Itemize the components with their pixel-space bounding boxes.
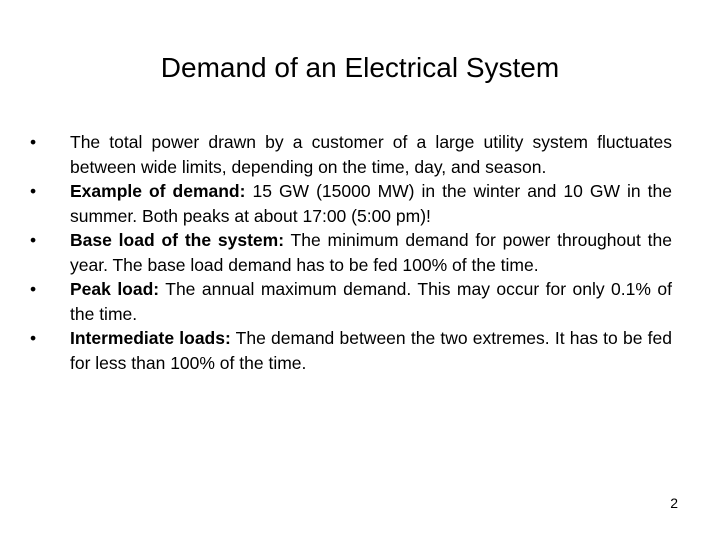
bullet-marker: • (30, 279, 37, 299)
bullet-item (30, 326, 672, 375)
bullet-lead: Base load of the system: (70, 230, 285, 250)
slide-title: Demand of an Electrical System (160, 52, 560, 83)
bullet-lead: Peak load: (70, 279, 160, 299)
bullet-item (30, 179, 672, 228)
bullet-text: The annual maximum demand. This may occur for only 0.1% of the time. (70, 279, 672, 324)
bullet-item (30, 130, 672, 179)
bullet-text: The total power drawn by a customer of a large utility system fluctuates between wide limits, depending on the time, day, and season. (70, 132, 672, 177)
bullet-item (30, 228, 672, 277)
bullet-marker: • (30, 230, 37, 250)
bullet-list (30, 130, 672, 375)
bullet-lead: Example of demand: (70, 181, 246, 201)
bullet-marker: • (30, 328, 37, 348)
bullet-text: The minimum demand for power throughout the year. The base load demand has to be fed 100% of the time. (70, 230, 673, 275)
bullet-marker: • (30, 181, 37, 201)
bullet-lead: Intermediate loads: (70, 328, 231, 348)
page-number: 2 (670, 495, 678, 511)
bullet-marker: • (30, 132, 37, 152)
bullet-item (30, 277, 672, 326)
bullet-text: The demand between the two extremes. It has to be fed for less than 100% of the time. (70, 328, 672, 373)
bullet-text: 15 GW (15000 MW) in the winter and 10 GW in the summer. Both peaks at about 17:00 (5:00 pm)! (70, 181, 672, 226)
